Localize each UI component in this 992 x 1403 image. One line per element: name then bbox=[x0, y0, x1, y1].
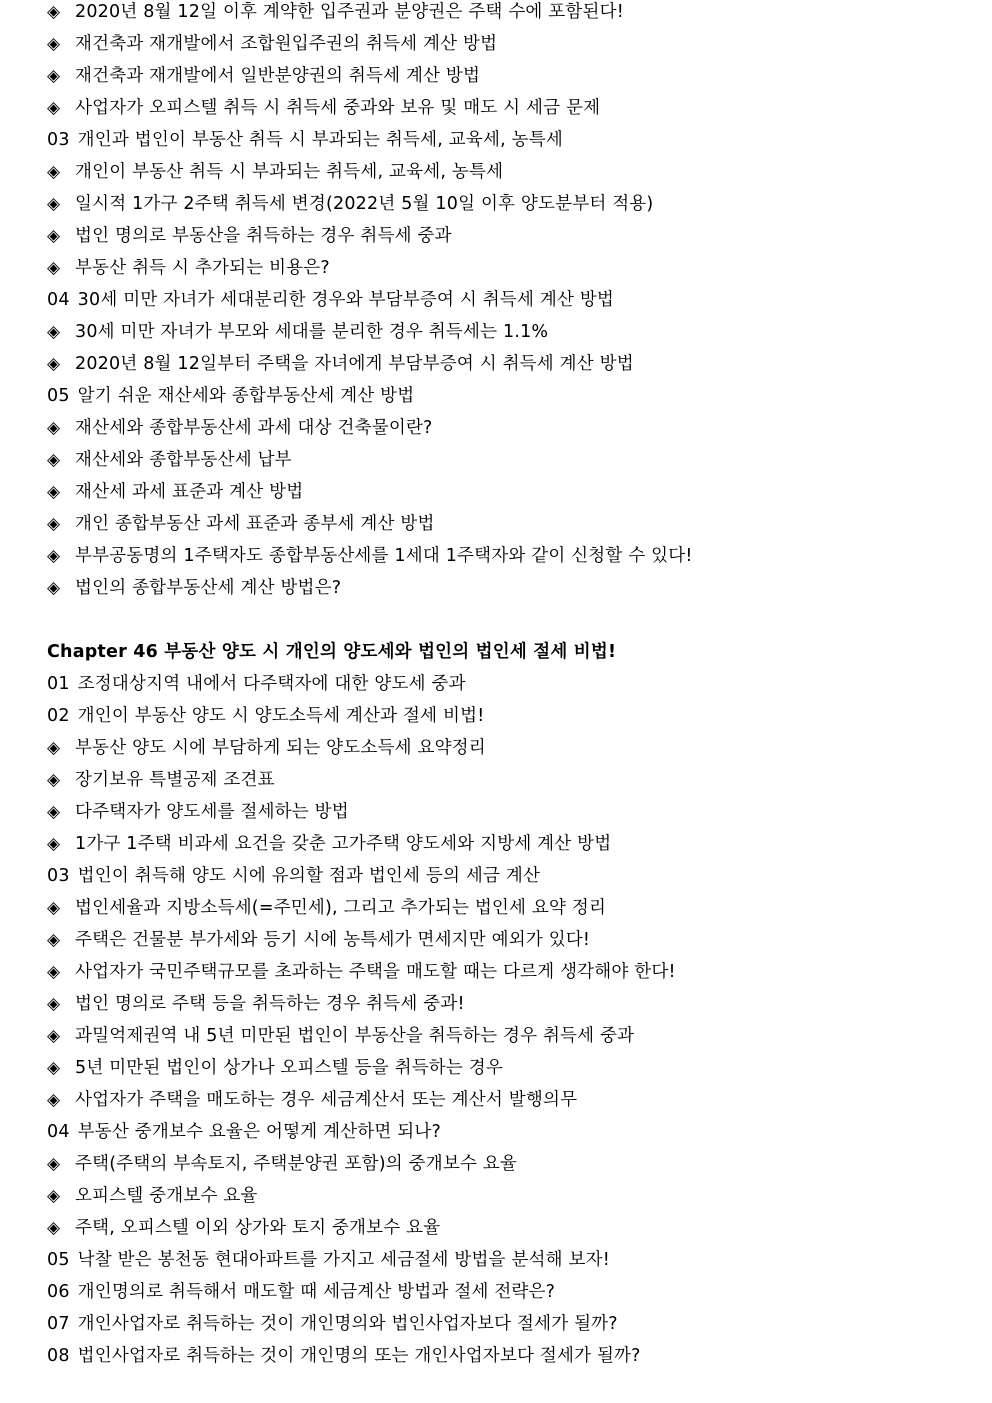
section-number: 05 bbox=[47, 386, 70, 406]
diamond-bullet-icon: ◈ bbox=[47, 1026, 61, 1046]
diamond-bullet-icon: ◈ bbox=[47, 578, 61, 598]
toc-item-text: 2020년 8월 12일부터 주택을 자녀에게 부담부증여 시 취득세 계산 방법 bbox=[75, 354, 634, 374]
diamond-bullet-icon: ◈ bbox=[47, 834, 61, 854]
diamond-bullet-icon: ◈ bbox=[47, 1186, 61, 1206]
toc-item-text: 개인이 부동산 취득 시 부과되는 취득세, 교육세, 농특세 bbox=[75, 162, 504, 182]
toc-item-text: 사업자가 주택을 매도하는 경우 세금계산서 또는 계산서 발행의무 bbox=[75, 1090, 578, 1110]
toc-section-heading bbox=[47, 704, 947, 736]
toc-bullet-item bbox=[47, 544, 947, 576]
diamond-bullet-icon: ◈ bbox=[47, 1090, 61, 1110]
diamond-bullet-icon: ◈ bbox=[47, 2, 61, 22]
toc-bullet-item bbox=[47, 768, 947, 800]
section-title: 개인명의로 취득해서 매도할 때 세금계산 방법과 절세 전략은? bbox=[77, 1282, 556, 1302]
toc-section-heading bbox=[47, 128, 947, 160]
toc-item-text: 주택, 오피스텔 이외 상가와 토지 중개보수 요율 bbox=[75, 1218, 441, 1238]
toc-bullet-item bbox=[47, 576, 947, 608]
section-number: 05 bbox=[47, 1250, 70, 1270]
toc-item-text: 재건축과 재개발에서 일반분양권의 취득세 계산 방법 bbox=[75, 66, 481, 86]
section-number: 03 bbox=[47, 130, 70, 150]
toc-section-heading bbox=[47, 288, 947, 320]
toc-section-heading bbox=[47, 1344, 947, 1376]
toc-item-text: 오피스텔 중개보수 요율 bbox=[75, 1186, 258, 1206]
toc-section-heading bbox=[47, 1312, 947, 1344]
toc-bullet-item bbox=[47, 320, 947, 352]
section-title: 조정대상지역 내에서 다주택자에 대한 양도세 중과 bbox=[77, 674, 466, 694]
diamond-bullet-icon: ◈ bbox=[47, 546, 61, 566]
toc-section-heading bbox=[47, 1120, 947, 1152]
toc-item-text: 2020년 8월 12일 이후 계약한 입주권과 분양권은 주택 수에 포함된다! bbox=[75, 2, 624, 22]
diamond-bullet-icon: ◈ bbox=[47, 418, 61, 438]
toc-item-text: 개인 종합부동산 과세 표준과 종부세 계산 방법 bbox=[75, 514, 435, 534]
section-title: 법인사업자로 취득하는 것이 개인명의 또는 개인사업자보다 절세가 될까? bbox=[77, 1346, 641, 1366]
diamond-bullet-icon: ◈ bbox=[47, 930, 61, 950]
toc-bullet-item bbox=[47, 32, 947, 64]
table-of-contents bbox=[47, 0, 947, 1376]
toc-bullet-item bbox=[47, 0, 947, 32]
toc-item-text: 5년 미만된 법인이 상가나 오피스텔 등을 취득하는 경우 bbox=[75, 1058, 503, 1078]
toc-item-text: 30세 미만 자녀가 부모와 세대를 분리한 경우 취득세는 1.1% bbox=[75, 322, 549, 342]
diamond-bullet-icon: ◈ bbox=[47, 1058, 61, 1078]
section-title: 낙찰 받은 봉천동 현대아파트를 가지고 세금절세 방법을 분석해 보자! bbox=[77, 1250, 610, 1270]
toc-bullet-item bbox=[47, 64, 947, 96]
toc-bullet-item bbox=[47, 256, 947, 288]
diamond-bullet-icon: ◈ bbox=[47, 450, 61, 470]
toc-item-text: 법인세율과 지방소득세(=주민세), 그리고 추가되는 법인세 요약 정리 bbox=[75, 898, 607, 918]
toc-item-text: 부부공동명의 1주택자도 종합부동산세를 1세대 1주택자와 같이 신청할 수 있다! bbox=[75, 546, 693, 566]
toc-bullet-item bbox=[47, 416, 947, 448]
diamond-bullet-icon: ◈ bbox=[47, 1218, 61, 1238]
toc-bullet-item bbox=[47, 192, 947, 224]
toc-bullet-item bbox=[47, 1216, 947, 1248]
toc-item-text: 과밀억제권역 내 5년 미만된 법인이 부동산을 취득하는 경우 취득세 중과 bbox=[75, 1026, 635, 1046]
diamond-bullet-icon: ◈ bbox=[47, 962, 61, 982]
diamond-bullet-icon: ◈ bbox=[47, 354, 61, 374]
toc-item-text: 1가구 1주택 비과세 요건을 갖춘 고가주택 양도세와 지방세 계산 방법 bbox=[75, 834, 612, 854]
diamond-bullet-icon: ◈ bbox=[47, 34, 61, 54]
toc-item-text: 부동산 양도 시에 부담하게 되는 양도소득세 요약정리 bbox=[75, 738, 486, 758]
section-title: 30세 미만 자녀가 세대분리한 경우와 부담부증여 시 취득세 계산 방법 bbox=[77, 290, 615, 310]
section-number: 06 bbox=[47, 1282, 70, 1302]
toc-section-heading bbox=[47, 672, 947, 704]
diamond-bullet-icon: ◈ bbox=[47, 194, 61, 214]
diamond-bullet-icon: ◈ bbox=[47, 770, 61, 790]
spacer bbox=[47, 608, 947, 640]
diamond-bullet-icon: ◈ bbox=[47, 322, 61, 342]
toc-item-text: 다주택자가 양도세를 절세하는 방법 bbox=[75, 802, 349, 822]
diamond-bullet-icon: ◈ bbox=[47, 514, 61, 534]
toc-bullet-item bbox=[47, 512, 947, 544]
diamond-bullet-icon: ◈ bbox=[47, 226, 61, 246]
toc-item-text: 주택은 건물분 부가세와 등기 시에 농특세가 면세지만 예외가 있다! bbox=[75, 930, 591, 950]
toc-item-text: 재건축과 재개발에서 조합원입주권의 취득세 계산 방법 bbox=[75, 34, 498, 54]
toc-item-text: 부동산 취득 시 추가되는 비용은? bbox=[75, 258, 330, 278]
toc-section-heading bbox=[47, 1248, 947, 1280]
toc-bullet-item bbox=[47, 224, 947, 256]
diamond-bullet-icon: ◈ bbox=[47, 1154, 61, 1174]
section-number: 07 bbox=[47, 1314, 70, 1334]
toc-bullet-item bbox=[47, 832, 947, 864]
toc-bullet-item bbox=[47, 992, 947, 1024]
section-number: 02 bbox=[47, 706, 70, 726]
section-title: 개인이 부동산 양도 시 양도소득세 계산과 절세 비법! bbox=[77, 706, 485, 726]
toc-bullet-item bbox=[47, 448, 947, 480]
toc-item-text: 사업자가 오피스텔 취득 시 취득세 중과와 보유 및 매도 시 세금 문제 bbox=[75, 98, 601, 118]
toc-bullet-item bbox=[47, 352, 947, 384]
toc-item-text: 법인의 종합부동산세 계산 방법은? bbox=[75, 578, 342, 598]
toc-bullet-item bbox=[47, 736, 947, 768]
toc-item-text: 재산세와 종합부동산세 과세 대상 건축물이란? bbox=[75, 418, 433, 438]
section-number: 04 bbox=[47, 1122, 70, 1142]
diamond-bullet-icon: ◈ bbox=[47, 802, 61, 822]
toc-bullet-item bbox=[47, 96, 947, 128]
toc-bullet-item bbox=[47, 800, 947, 832]
toc-bullet-item bbox=[47, 1152, 947, 1184]
section-number: 04 bbox=[47, 290, 70, 310]
diamond-bullet-icon: ◈ bbox=[47, 898, 61, 918]
toc-bullet-item bbox=[47, 1184, 947, 1216]
toc-bullet-item bbox=[47, 480, 947, 512]
toc-bullet-item bbox=[47, 1024, 947, 1056]
toc-item-text: 법인 명의로 부동산을 취득하는 경우 취득세 중과 bbox=[75, 226, 452, 246]
section-title: 부동산 중개보수 요율은 어떻게 계산하면 되나? bbox=[77, 1122, 441, 1142]
diamond-bullet-icon: ◈ bbox=[47, 66, 61, 86]
diamond-bullet-icon: ◈ bbox=[47, 258, 61, 278]
toc-item-text: 재산세와 종합부동산세 납부 bbox=[75, 450, 292, 470]
toc-bullet-item bbox=[47, 1056, 947, 1088]
diamond-bullet-icon: ◈ bbox=[47, 994, 61, 1014]
toc-item-text: 재산세 과세 표준과 계산 방법 bbox=[75, 482, 304, 502]
toc-bullet-item bbox=[47, 928, 947, 960]
toc-item-text: 법인 명의로 주택 등을 취득하는 경우 취득세 중과! bbox=[75, 994, 465, 1014]
toc-section-heading bbox=[47, 1280, 947, 1312]
section-number: 01 bbox=[47, 674, 70, 694]
toc-item-text: 사업자가 국민주택규모를 초과하는 주택을 매도할 때는 다르게 생각해야 한다! bbox=[75, 962, 676, 982]
toc-item-text: 주택(주택의 부속토지, 주택분양권 포함)의 중개보수 요율 bbox=[75, 1154, 518, 1174]
toc-item-text: 장기보유 특별공제 조견표 bbox=[75, 770, 275, 790]
toc-bullet-item bbox=[47, 896, 947, 928]
toc-bullet-item bbox=[47, 1088, 947, 1120]
section-title: 개인과 법인이 부동산 취득 시 부과되는 취득세, 교육세, 농특세 bbox=[77, 130, 563, 150]
chapter-title-text: Chapter 46 부동산 양도 시 개인의 양도세와 법인의 법인세 절세 비법! bbox=[47, 642, 617, 662]
toc-bullet-item bbox=[47, 160, 947, 192]
diamond-bullet-icon: ◈ bbox=[47, 98, 61, 118]
section-number: 03 bbox=[47, 866, 70, 886]
toc-item-text: 일시적 1가구 2주택 취득세 변경(2022년 5월 10일 이후 양도분부터 적용) bbox=[75, 194, 654, 214]
diamond-bullet-icon: ◈ bbox=[47, 482, 61, 502]
toc-bullet-item bbox=[47, 960, 947, 992]
diamond-bullet-icon: ◈ bbox=[47, 162, 61, 182]
chapter-title bbox=[47, 640, 947, 672]
diamond-bullet-icon: ◈ bbox=[47, 738, 61, 758]
toc-section-heading bbox=[47, 864, 947, 896]
toc-section-heading bbox=[47, 384, 947, 416]
section-number: 08 bbox=[47, 1346, 70, 1366]
section-title: 법인이 취득해 양도 시에 유의할 점과 법인세 등의 세금 계산 bbox=[77, 866, 541, 886]
section-title: 알기 쉬운 재산세와 종합부동산세 계산 방법 bbox=[77, 386, 415, 406]
section-title: 개인사업자로 취득하는 것이 개인명의와 법인사업자보다 절세가 될까? bbox=[77, 1314, 618, 1334]
